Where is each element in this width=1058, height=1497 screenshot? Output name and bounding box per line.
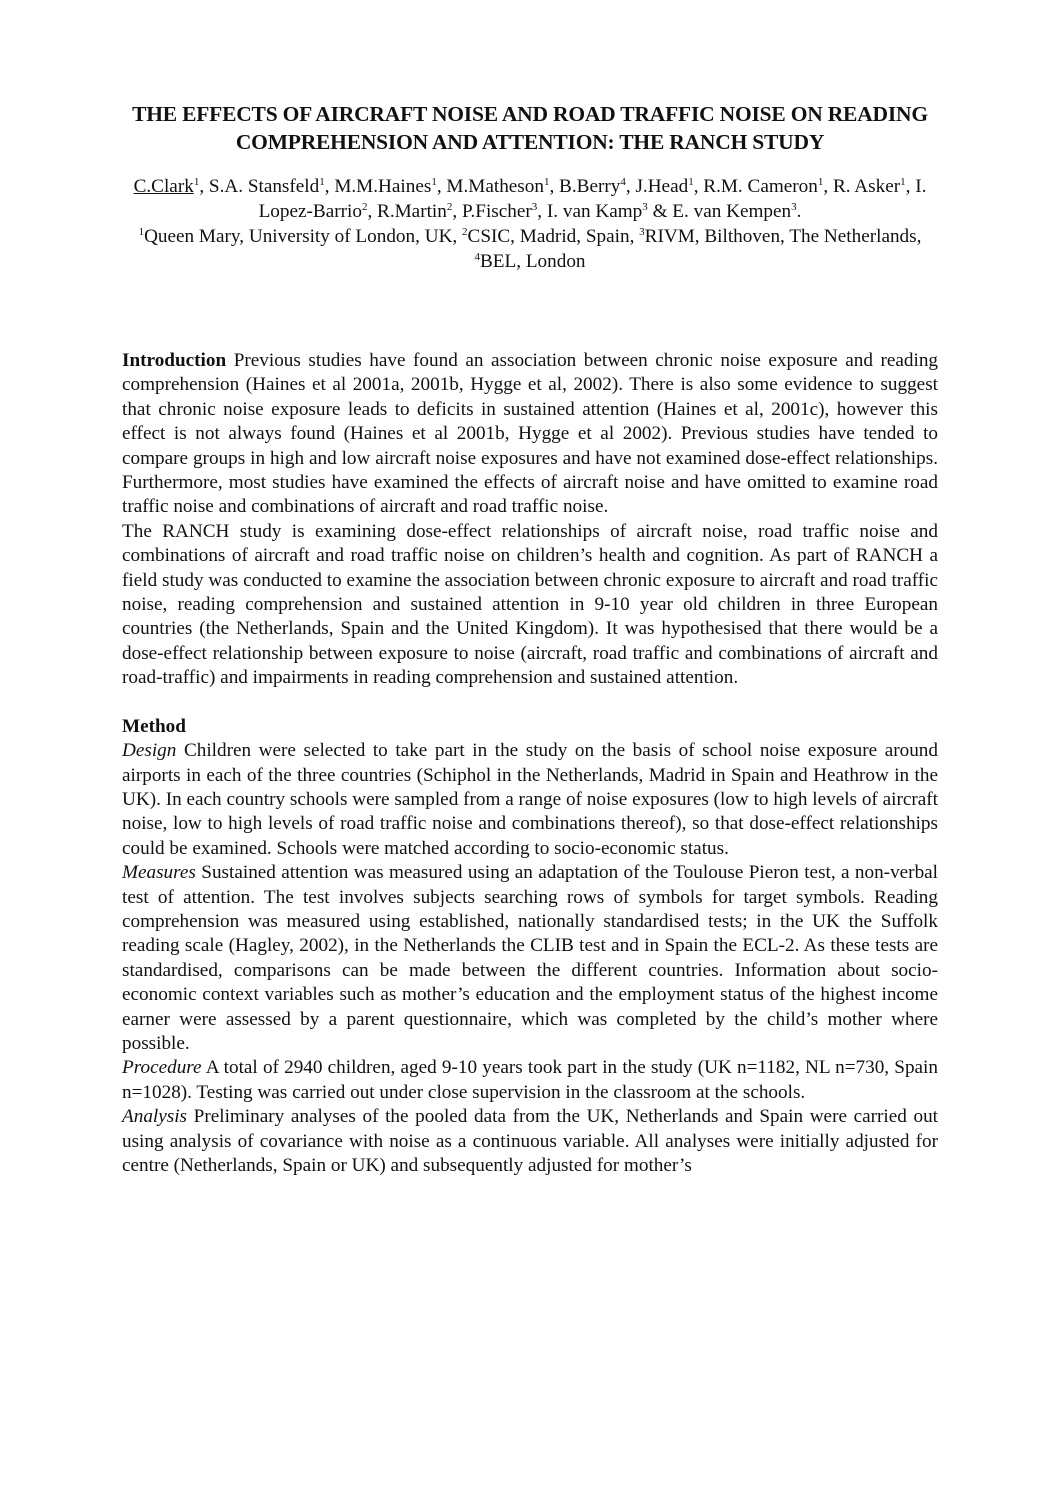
author-name: J.Head xyxy=(635,176,689,197)
author-separator: , xyxy=(324,176,335,197)
author-name: R. Asker xyxy=(832,176,901,197)
author-affiliation-number: 1 xyxy=(319,176,325,188)
author-separator: , xyxy=(693,176,704,197)
author-separator: . xyxy=(796,201,802,222)
author-separator: , xyxy=(199,176,209,197)
author-name: I. Lopez-Barrio xyxy=(258,176,927,222)
author-name: R.Martin xyxy=(377,201,447,222)
design-paragraph xyxy=(122,739,938,861)
method-heading: Method xyxy=(122,715,186,737)
author-list xyxy=(122,174,938,224)
affiliation-separator: , xyxy=(452,226,463,247)
author-affiliation-number: 2 xyxy=(361,201,368,213)
measures-text: Sustained attention was measured using an adaptation of the Toulouse Pieron test, a non-verbal test of attention. The test involves subjects searching rows of symbols for target symbols. Reading comprehension was measured using established, nationally standardised tests; in the UK the Suffolk reading scale (Hagley, 2002), in the Netherlands the CLIB test and in Spain the ECL-2. As these tests are standardised, comparisons can be made between the different countries. Information about socio-economic context variables such as mother’s education and the employment status of the highest income earner were assessed by a parent questionnaire, which was completed by the child’s mother where possible. xyxy=(122,862,939,1054)
paper-title: THE EFFECTS OF AIRCRAFT NOISE AND ROAD TRAFFIC NOISE ON READING COMPREHENSION AND ATTENTION: THE RANCH STUDY xyxy=(132,102,928,154)
introduction-text-2: The RANCH study is examining dose-effect relationships of aircraft noise, road traffic noise and combinations of aircraft and road traffic noise on children’s health and cognition. As part of RANCH a field study was conducted to examine the association between chronic exposure to aircraft and road traffic noise, reading comprehension and sustained attention in 9-10 year old children in three European countries (the Netherlands, Spain and the United Kingdom). It was hypothesised that there would be a dose-effect relationship between exposure to noise (aircraft, road traffic and combinations of aircraft and road-traffic) and impairments in reading comprehension and sustained attention. xyxy=(122,520,938,689)
author-affiliation-number: 1 xyxy=(193,176,200,188)
analysis-text: Preliminary analyses of the pooled data from the UK, Netherlands and Spain were carried out using analysis of covariance with noise as a continuous variable. All analyses were initially adjusted for centre (Netherlands, Spain or UK) and subsequently adjusted for mother’s xyxy=(122,1106,938,1176)
affiliation-number: 3 xyxy=(639,226,645,238)
author-name: S.A. Stansfeld xyxy=(208,176,320,197)
design-text: Children were selected to take part in the study on the basis of school noise exposure around airports in each of the three countries (Schiphol in the Netherlands, Madrid in Spain and Heathrow in the UK). In each country schools were sampled from a range of noise exposures (low to high levels of aircraft noise, low to high levels of road traffic noise and combinations thereof), so that dose-effect relationships could be examined. Schools were matched according to socio-economic status. xyxy=(122,740,938,859)
author-separator: , xyxy=(537,201,547,222)
design-label: Design xyxy=(122,740,177,762)
affiliation-text: BEL, London xyxy=(479,251,586,272)
affiliation-text: Queen Mary, University of London, UK xyxy=(144,226,453,247)
affiliation-number: 2 xyxy=(462,226,468,238)
affiliation-text: RIVM, Bilthoven, The Netherlands xyxy=(644,226,917,247)
author-name: M.Matheson xyxy=(446,176,544,197)
affiliation-list xyxy=(122,224,938,274)
procedure-paragraph xyxy=(122,1056,938,1105)
author-separator: , xyxy=(905,176,916,197)
author-block xyxy=(122,174,938,274)
procedure-text: A total of 2940 children, aged 9-10 years took part in the study (UK n=1182, NL n=730, Spain n=1028). Testing was carried out under close supervision in the classroom at the schools. xyxy=(122,1057,938,1103)
author-separator: , xyxy=(436,176,447,197)
analysis-label: Analysis xyxy=(122,1106,188,1128)
author-separator: , xyxy=(823,176,833,197)
author-affiliation-number: 4 xyxy=(620,176,626,188)
author-affiliation-number: 1 xyxy=(431,176,437,188)
measures-label: Measures xyxy=(122,862,196,884)
author-separator: , xyxy=(625,176,636,197)
author-affiliation-number: 1 xyxy=(900,176,906,188)
author-separator: & xyxy=(647,201,673,222)
introduction-paragraph-1 xyxy=(122,349,938,520)
procedure-label: Procedure xyxy=(122,1057,202,1079)
author-separator: , xyxy=(367,201,378,222)
introduction-paragraph-2 xyxy=(122,520,938,691)
introduction-heading: Introduction xyxy=(122,350,227,371)
author-affiliation-number: 3 xyxy=(642,201,648,213)
affiliation-number: 1 xyxy=(138,226,145,238)
author-affiliation-number: 1 xyxy=(817,176,824,188)
author-affiliation-number: 1 xyxy=(543,176,550,188)
author-affiliation-number: 1 xyxy=(688,176,694,188)
author-name: E. van Kempen xyxy=(672,201,792,222)
affiliation-text: CSIC, Madrid, Spain xyxy=(467,226,630,247)
section-spacer xyxy=(122,691,938,715)
analysis-paragraph xyxy=(122,1105,938,1178)
author-name: P.Fischer xyxy=(461,201,532,222)
measures-paragraph xyxy=(122,861,938,1056)
paper-page xyxy=(122,100,938,1178)
paper-body xyxy=(122,349,938,1178)
author-affiliation-number: 2 xyxy=(446,201,453,213)
author-name: R.M. Cameron xyxy=(703,176,818,197)
author-name: C.Clark xyxy=(133,176,194,197)
affiliation-separator: , xyxy=(916,226,922,247)
author-name: B.Berry xyxy=(559,176,621,197)
introduction-text-1: Previous studies have found an association between chronic noise exposure and reading comprehension (Haines et al 2001a, 2001b, Hygge et al, 2002). There is also some evidence to suggest that chronic noise exposure leads to deficits in sustained attention (Haines et al, 2001c), however this effect is not always found (Haines et al 2001b, Hygge et al 2002). Previous studies have tended to compare groups in high and low aircraft noise exposures and have not examined dose-effect relationships. Furthermore, most studies have examined the effects of aircraft noise and have omitted to examine road traffic noise and combinations of aircraft and road traffic noise. xyxy=(122,350,939,518)
author-name: I. van Kamp xyxy=(546,201,643,222)
author-separator: , xyxy=(452,201,462,222)
author-name: M.M.Haines xyxy=(334,176,432,197)
affiliation-separator: , xyxy=(629,226,640,247)
author-affiliation-number: 3 xyxy=(791,201,797,213)
affiliation-number: 4 xyxy=(474,251,480,263)
author-separator: , xyxy=(549,176,560,197)
author-affiliation-number: 3 xyxy=(531,201,538,213)
